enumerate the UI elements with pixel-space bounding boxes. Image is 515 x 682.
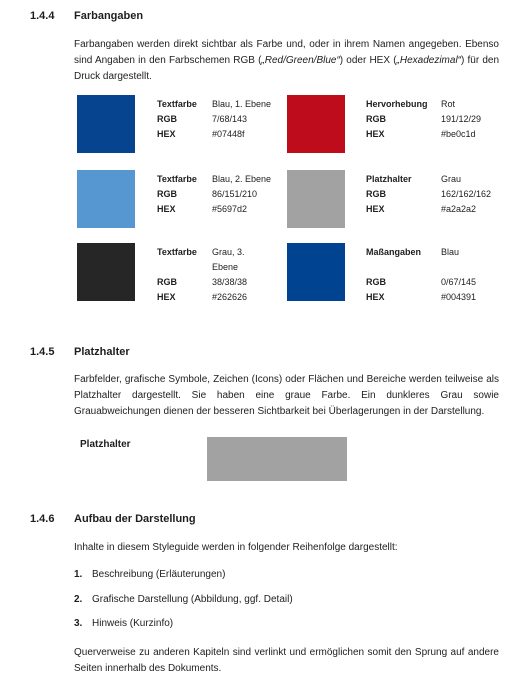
hex-value: #262626: [212, 292, 248, 302]
color-name-continued: Ebene: [212, 262, 239, 272]
section-number: 1.4.6: [30, 513, 55, 525]
color-swatch: [77, 243, 135, 301]
list-item: [74, 618, 173, 629]
color-swatch: [287, 170, 345, 228]
color-swatch: [77, 170, 135, 228]
hex-label: HEX: [366, 204, 385, 214]
rgb-value: 38/38/38: [212, 277, 248, 287]
list-number: 1.: [74, 569, 83, 580]
rgb-term: „Red/Green/Blue“: [261, 55, 340, 66]
color-swatch: [287, 95, 345, 153]
paragraph-text: ) für den Druck dargestellt.: [74, 55, 500, 82]
color-category: Textfarbe: [157, 174, 197, 184]
rgb-value: 162/162/162: [441, 189, 492, 199]
section-paragraph: Inhalte in diesem Styleguide werden in folgender Reihenfolge dargestellt:: [74, 542, 398, 553]
rgb-value: 86/151/210: [212, 189, 258, 199]
rgb-label: RGB: [157, 277, 177, 287]
list-number: 3.: [74, 618, 83, 629]
color-name: Rot: [441, 99, 456, 109]
list-item: [74, 569, 225, 580]
color-swatch: [287, 243, 345, 301]
list-number: 2.: [74, 594, 83, 605]
paragraph-text: Farbangaben werden direkt sichtbar als Farbe und, oder in ihrem Namen angegeben. Ebenso sind Angaben in den Farbschemen RGB (: [74, 39, 499, 66]
placeholder-label: Platzhalter: [80, 439, 131, 450]
color-name: Grau, 3.: [212, 247, 245, 257]
color-category: Platzhalter: [366, 174, 412, 184]
section-number: 1.4.4: [30, 10, 55, 22]
rgb-label: RGB: [157, 189, 177, 199]
color-category: Textfarbe: [157, 247, 197, 257]
list-text: Grafische Darstellung (Abbildung, ggf. Detail): [92, 594, 293, 605]
hex-label: HEX: [157, 292, 176, 302]
hex-value: #07448f: [212, 129, 245, 139]
color-category: Maßangaben: [366, 247, 422, 257]
list-text: Beschreibung (Erläuterungen): [92, 569, 226, 580]
list-item: [74, 594, 293, 605]
paragraph-text: ) oder HEX (: [339, 55, 397, 66]
rgb-label: RGB: [157, 114, 177, 124]
section-paragraph: Farbfelder, grafische Symbole, Zeichen (Icons) oder Flächen und Bereiche werden teilweise als Platzhalter dargestellt. Sie haben eine graue Farbe. Ein dunkleres Grau sowie Grauabweichungen dienen der besseren Sichtbarkeit bei Überlagerungen in der Darstellung.: [74, 374, 499, 417]
color-name: Blau: [441, 247, 460, 257]
rgb-value: 0/67/145: [441, 277, 477, 287]
hex-term: „Hexadezimal“: [396, 55, 461, 66]
hex-value: #be0c1d: [441, 129, 476, 139]
color-name: Blau, 1. Ebene: [212, 99, 272, 109]
section-title: Farbangaben: [74, 10, 144, 22]
color-category: Hervorhebung: [366, 99, 428, 109]
color-swatch: [77, 95, 135, 153]
rgb-label: RGB: [366, 189, 386, 199]
color-name: Blau, 2. Ebene: [212, 174, 272, 184]
section-paragraph: [74, 37, 499, 85]
section-title: Platzhalter: [74, 346, 130, 358]
rgb-value: 7/68/143: [212, 114, 248, 124]
hex-value: #a2a2a2: [441, 204, 477, 214]
list-text: Hinweis (Kurzinfo): [92, 618, 174, 629]
section-number: 1.4.5: [30, 346, 55, 358]
placeholder-box: [207, 437, 347, 481]
rgb-label: RGB: [366, 114, 386, 124]
section-paragraph: Querverweise zu anderen Kapiteln sind verlinkt und ermöglichen somit den Sprung auf andere Seiten innerhalb des Dokuments.: [74, 647, 499, 674]
hex-value: #004391: [441, 292, 477, 302]
section-title: Aufbau der Darstellung: [74, 513, 196, 525]
color-name: Grau: [441, 174, 462, 184]
color-category: Textfarbe: [157, 99, 197, 109]
hex-label: HEX: [157, 129, 176, 139]
hex-label: HEX: [157, 204, 176, 214]
rgb-label: RGB: [366, 277, 386, 287]
hex-label: HEX: [366, 129, 385, 139]
hex-value: #5697d2: [212, 204, 248, 214]
hex-label: HEX: [366, 292, 385, 302]
rgb-value: 191/12/29: [441, 114, 482, 124]
